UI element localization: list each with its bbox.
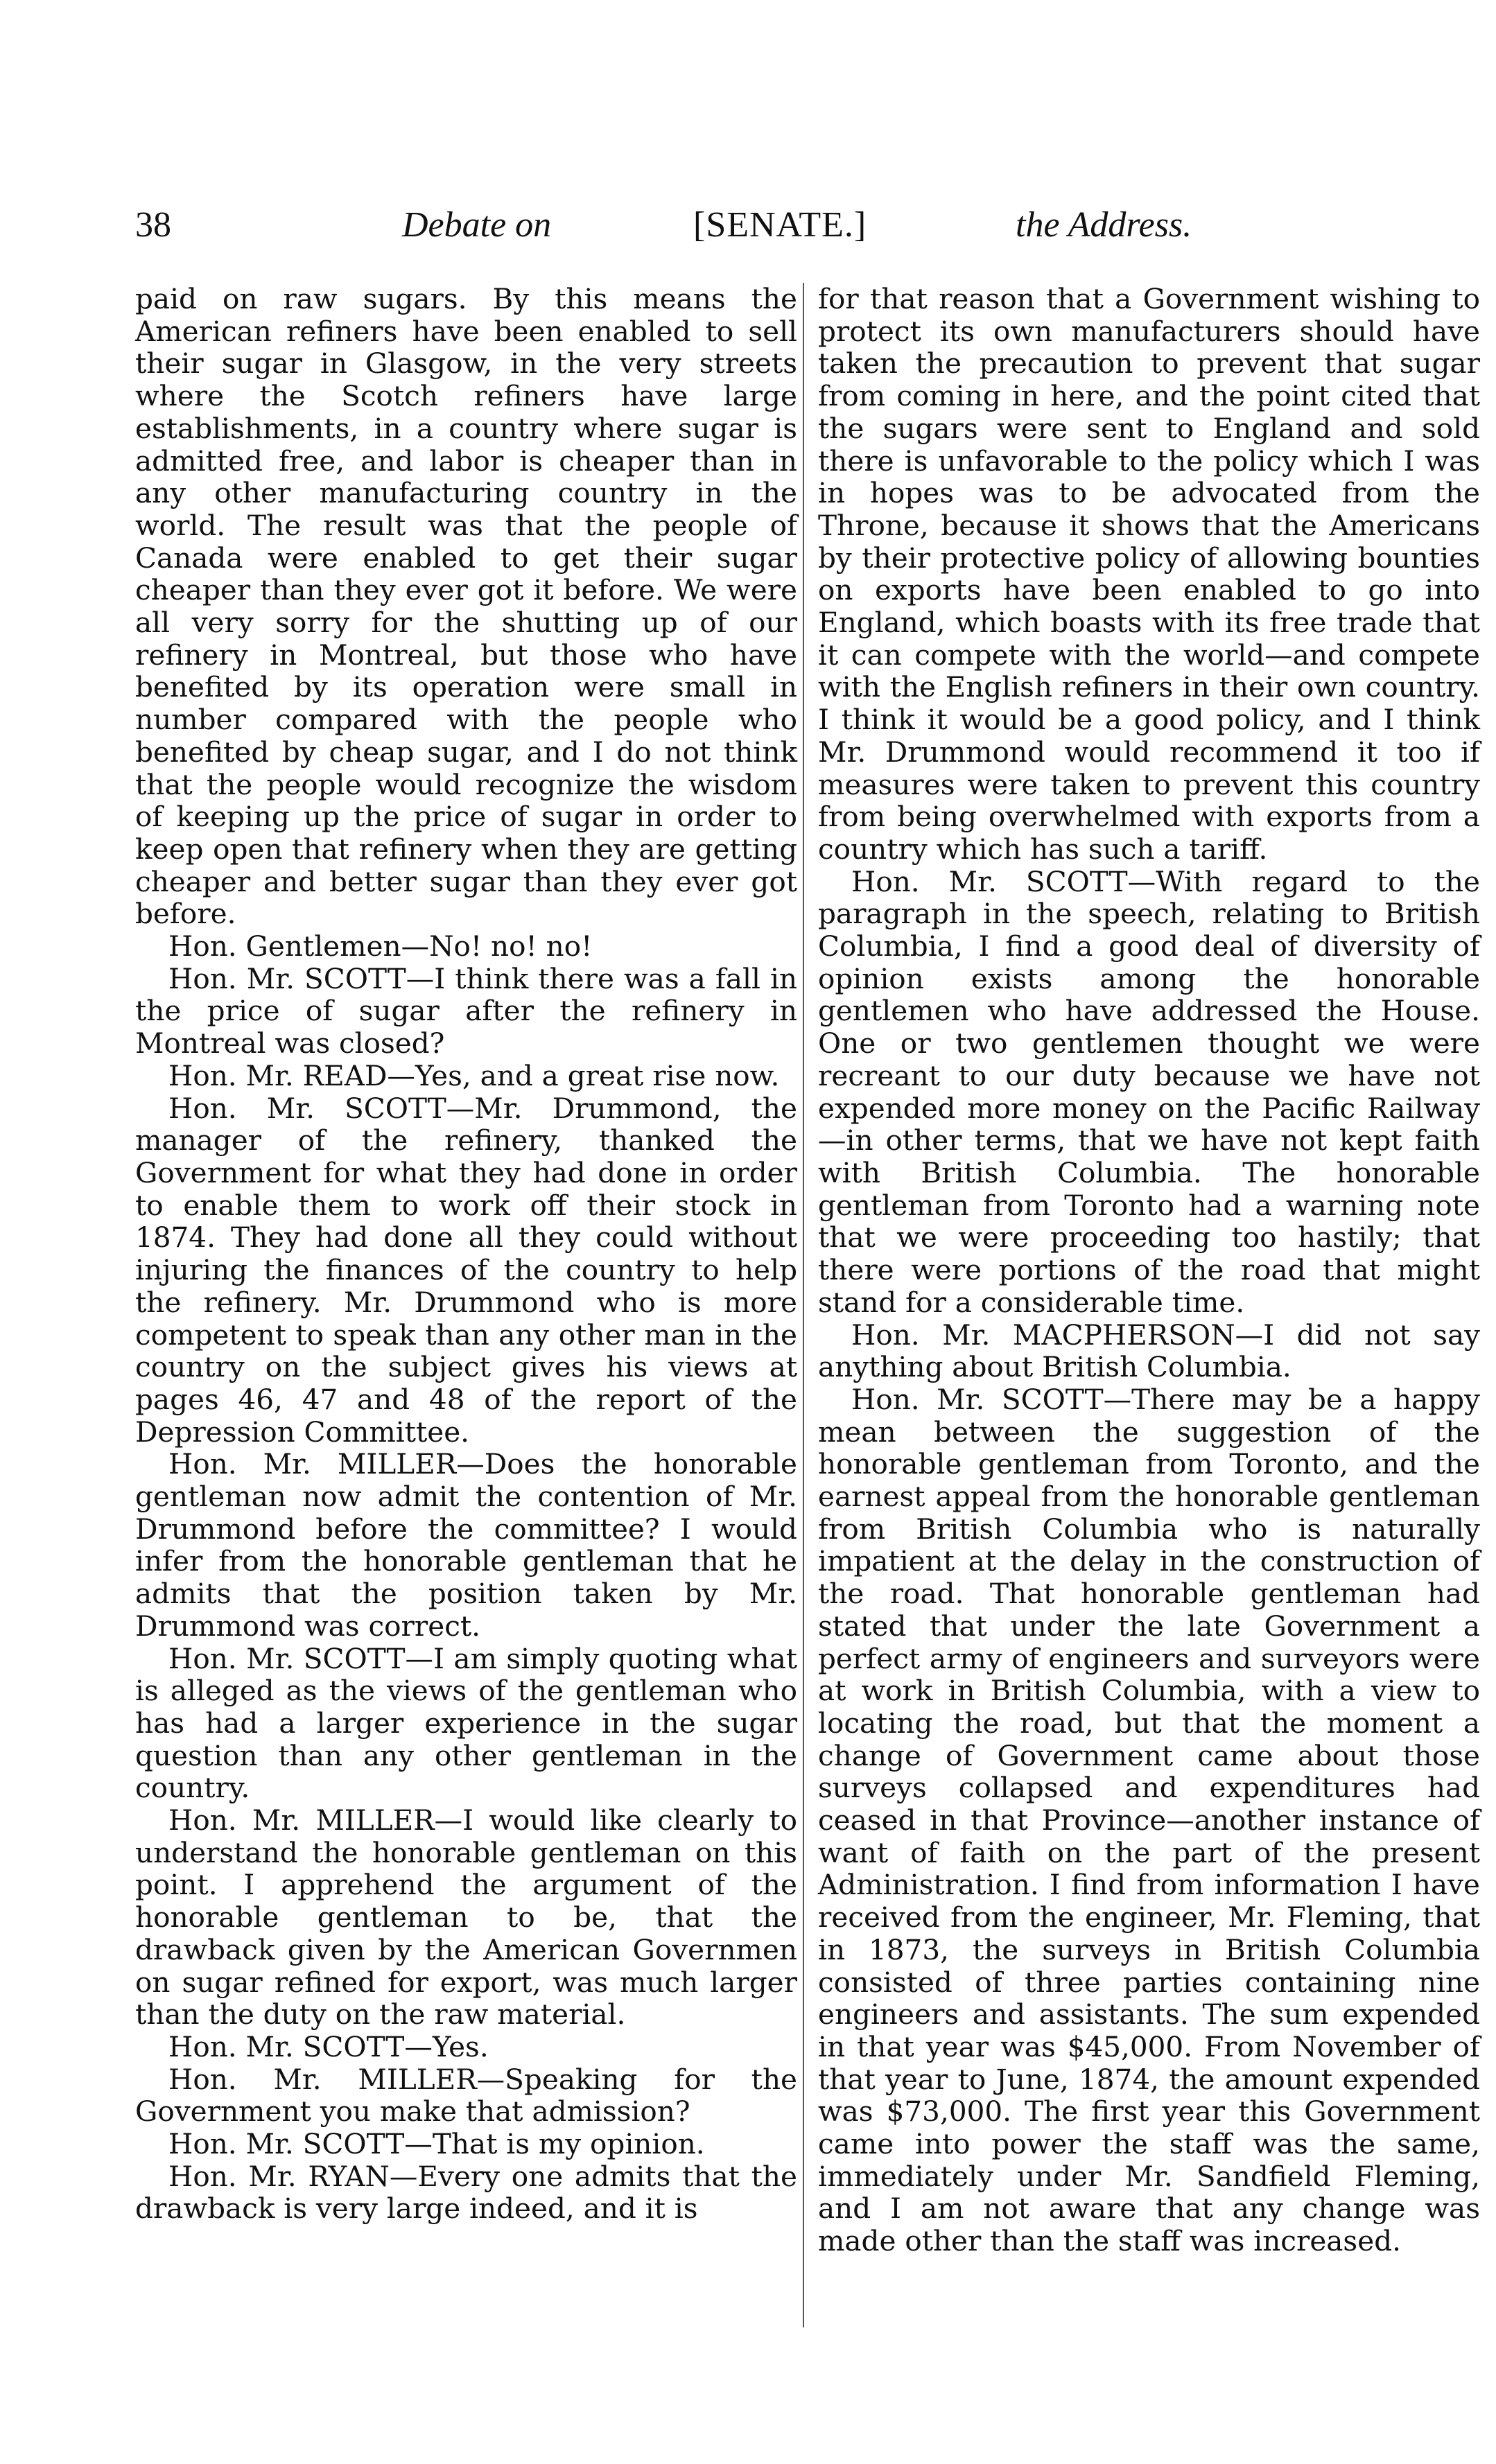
paragraph: Hon. Mr. MILLER—I would like clearly to understand the honorable gentleman on this point. I apprehend the argument of the honorable gentleman to be, that the drawback given by the American Governmen on sugar refined for export, was much larger than the duty on the raw material. xyxy=(135,1803,797,2032)
right-column xyxy=(818,283,1480,2257)
paragraph: Hon. Mr. SCOTT—Mr. Drummond, the manager of the refinery, thanked the Government for what they had done in order to enable them to work off their stock in 1874. They had done all they could without injuring the finances of the country to help the refinery. Mr. Drummond who is more competent to speak than any other man in the country on the subject gives his views at pages 46, 47 and 48 of the report of the Depression Committee. xyxy=(135,1091,797,1449)
column-divider xyxy=(803,283,804,2327)
paragraph: Hon. Mr. SCOTT—I am simply quoting what is alleged as the views of the gentleman who has had a larger experience in the sugar question than any other gentleman in the country. xyxy=(135,1641,797,1805)
paragraph: Hon. Mr. MILLER—Speaking for the Government you make that admission? xyxy=(135,2062,797,2129)
paragraph: Hon. Mr. SCOTT—There may be a happy mean between the suggestion of the honorable gentleman from Toronto, and the earnest appeal from the honorable gentleman from British Columbia who is naturally impatient at the delay in the construction of the road. That honorable gentleman had stated that under the late Government a perfect army of engineers and surveyors were at work in British Columbia, with a view to locating the road, but that the moment a change of Government came about those surveys collapsed and expenditures had ceased in that Province—another instance of want of faith on the part of the present Administration. I find from information I have received from the engineer, Mr. Fleming, that in 1873, the surveys in British Columbia consisted of three parties containing nine engineers and assistants. The sum expended in that year was $45,000. From November of that year to June, 1874, the amount expended was $73,000. The first year this Government came into power the staff was the same, immediately under Mr. Sandfield Fleming, and I am not aware that any change was made other than the staff was increased. xyxy=(818,1382,1480,2258)
paragraph: Hon. Mr. MACPHERSON—I did not say anything about British Columbia. xyxy=(818,1318,1480,1384)
header-center-title: [SENATE.] xyxy=(693,205,867,245)
paragraph: Hon. Mr. SCOTT—Yes. xyxy=(168,2029,489,2063)
paragraph: Hon. Gentlemen—No! no! no! xyxy=(168,929,593,963)
paragraph: Hon. Mr. READ—Yes, and a great rise now. xyxy=(168,1058,780,1092)
left-column xyxy=(135,283,797,2225)
header-right-title: the Address. xyxy=(1016,205,1192,245)
paragraph: Hon. Mr. SCOTT—I think there was a fall in the price of sugar after the refinery in Montreal was closed? xyxy=(135,961,797,1060)
header-left-title: Debate on xyxy=(402,205,552,245)
paragraph: paid on raw sugars. By this means the American refiners have been enabled to sell their sugar in Glasgow, in the very streets where the Scotch refiners have large establishments, in a country where sugar is admitted free, and labor is cheaper than in any other manufacturing country in the world. The result was that the people of Canada were enabled to get their sugar cheaper than they ever got it before. We were all very sorry for the shutting up of our refinery in Montreal, but those who have benefited by its operation were small in number compared with the people who benefited by cheap sugar, and I do not think that the people would recognize the wisdom of keeping up the price of sugar in order to keep open that refinery when they are getting cheaper and better sugar than they ever got before. xyxy=(135,282,797,931)
paragraph: Hon. Mr. MILLER—Does the honorable gentleman now admit the contention of Mr. Drummond before the committee? I would infer from the honorable gentleman that he admits that the position taken by Mr. Drummond was correct. xyxy=(135,1447,797,1643)
running-header xyxy=(135,204,1272,260)
paragraph: Hon. Mr. SCOTT—With regard to the paragraph in the speech, relating to British Columbia, I find a good deal of diversity of opinion exists among the honorable gentlemen who have addressed the House. One or two gentlemen thought we were recreant to our duty because we have not expended more money on the Pacific Railway—in other terms, that we have not kept faith with British Columbia. The honorable gentleman from Toronto had a warning note that we were proceeding too hastily; that there were portions of the road that might stand for a considerable time. xyxy=(818,864,1480,1319)
paragraph: Hon. Mr. RYAN—Every one admits that the drawback is very large indeed, and it is xyxy=(135,2159,797,2226)
paragraph: for that reason that a Government wishing to protect its own manufacturers should have taken the precaution to prevent that sugar from coming in here, and the point cited that the sugars were sent to England and sold there is unfavorable to the policy which I was in hopes was to be advocated from the Throne, because it shows that the Americans by their protective policy of allowing bounties on exports have been enabled to go into England, which boasts with its free trade that it can compete with the world—and compete with the English refiners in their own country. I think it would be a good policy, and I think Mr. Drummond would recommend it too if measures were taken to prevent this country from being overwhelmed with exports from a country which has such a tariff. xyxy=(818,282,1480,866)
paragraph: Hon. Mr. SCOTT—That is my opinion. xyxy=(168,2127,705,2161)
page-number: 38 xyxy=(135,205,171,245)
